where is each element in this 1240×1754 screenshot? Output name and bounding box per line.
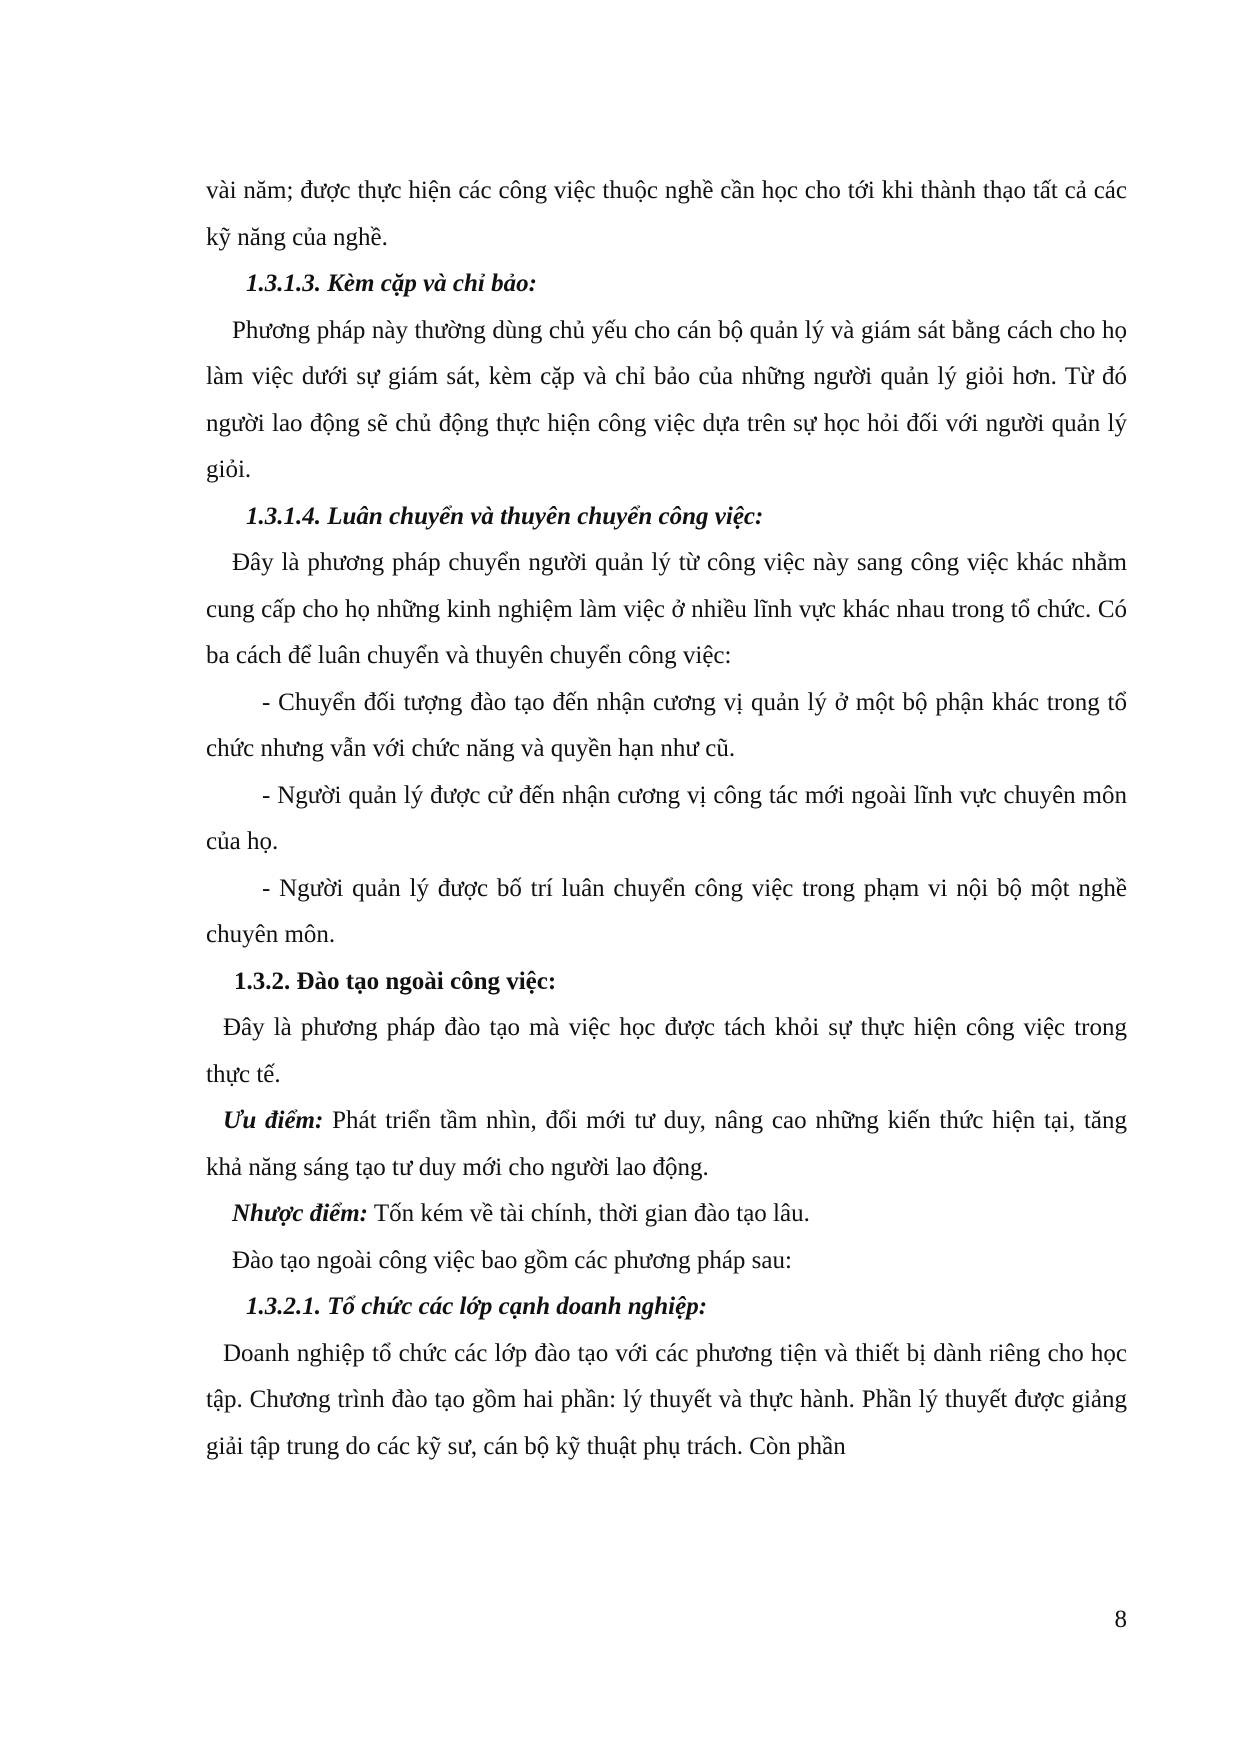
heading-1-3-2-1: 1.3.2.1. Tổ chức các lớp cạnh doanh nghiệp: — [246, 1293, 708, 1320]
paragraph-to-chuc-lop: Doanh nghiệp tổ chức các lớp đào tạo với các phương tiện và thiết bị dành riêng cho học tập. Chương trình đào tạo gồm hai phần: lý thuyết và thực hành. Phần lý thuyết được giảng giải tập trung do các kỹ sư, cán bộ kỹ thuật phụ trách. Còn phần — [206, 1339, 1127, 1460]
paragraph-phuong-phap: Đào tạo ngoài công việc bao gồm các phương pháp sau: — [232, 1246, 792, 1274]
advantage-label: Ưu điểm: — [223, 1107, 324, 1134]
heading-1-3-2: 1.3.2. Đào tạo ngoài công việc: — [234, 967, 557, 995]
disadvantage-label: Nhược điểm: — [232, 1200, 369, 1227]
paragraph-ngoai-cong-viec: Đây là phương pháp đào tạo mà việc học được tách khỏi sự thực hiện công việc trong thực tế. — [206, 1014, 1127, 1088]
page-number: 8 — [1114, 1606, 1127, 1633]
disadvantage-text: Tốn kém về tài chính, thời gian đào tạo lâu. — [368, 1200, 810, 1227]
paragraph-luan-chuyen: Đây là phương pháp chuyển người quản lý từ công việc này sang công việc khác nhằm cung cấp cho họ những kinh nghiệm làm việc ở nhiều lĩnh vực khác nhau trong tổ chức. Có ba cách để luân chuyển và thuyên chuyển công việc: — [206, 549, 1127, 669]
advantage-text: Phát triển tầm nhìn, đổi mới tư duy, nâng cao những kiến thức hiện tại, tăng khả năng sáng tạo tư duy mới cho người lao động. — [206, 1107, 1127, 1181]
paragraph-uu-diem — [206, 1098, 1127, 1191]
list-item: - Người quản lý được cử đến nhận cương vị công tác mới ngoài lĩnh vực chuyên môn của họ. — [206, 781, 1127, 855]
paragraph-kem-cap: Phương pháp này thường dùng chủ yếu cho cán bộ quản lý và giám sát bằng cách cho họ làm việc dưới sự giám sát, kèm cặp và chỉ bảo của những người quản lý giỏi hơn. Từ đó người lao động sẽ chủ động thực hiện công việc dựa trên sự học hỏi đối với người quản lý giỏi. — [206, 316, 1127, 483]
list-item: - Chuyển đối tượng đào tạo đến nhận cương vị quản lý ở một bộ phận khác trong tổ chức nhưng vẫn với chức năng và quyền hạn như cũ. — [206, 688, 1127, 762]
paragraph-continuation: vài năm; được thực hiện các công việc thuộc nghề cần học cho tới khi thành thạo tất cả các kỹ năng của nghề. — [206, 177, 1127, 251]
list-item: - Người quản lý được bố trí luân chuyển công việc trong phạm vi nội bộ một nghề chuyên môn. — [206, 874, 1127, 948]
page-body — [206, 168, 1127, 1470]
heading-1-3-1-4: 1.3.1.4. Luân chuyển và thuyên chuyển công việc: — [246, 502, 764, 530]
heading-1-3-1-3: 1.3.1.3. Kèm cặp và chỉ bảo: — [246, 270, 537, 297]
paragraph-nhuoc-diem — [206, 1191, 1127, 1238]
